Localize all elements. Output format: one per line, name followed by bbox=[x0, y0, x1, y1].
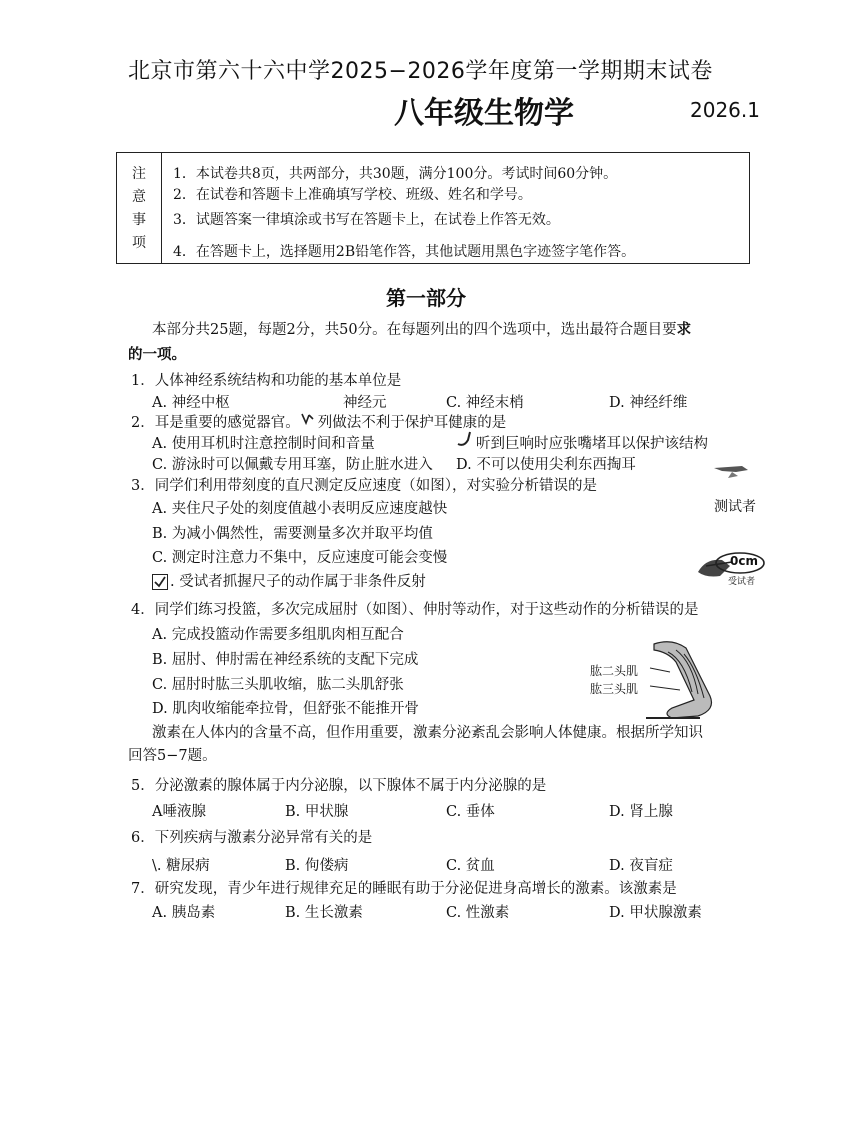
school-title: 北京市第六十六中学2025−2026学年度第一学期期末试卷 bbox=[128, 59, 713, 84]
notice-label-char: 注 bbox=[132, 166, 146, 182]
notice-box bbox=[116, 152, 750, 264]
question-5-stem: 5．分泌激素的腺体属于内分泌腺，以下腺体不属于内分泌腺的是 bbox=[131, 778, 547, 794]
question-2-option-a: A. 使用耳机时注意控制时间和音量 bbox=[152, 436, 375, 452]
question-2-option-d: D. 不可以使用尖利东西掏耳 bbox=[456, 457, 636, 473]
figure-label-biceps: 肱二头肌 bbox=[590, 664, 639, 678]
question-6-option-a: \. 糖尿病 bbox=[152, 858, 210, 874]
figure-label-triceps: 肱三头肌 bbox=[590, 682, 639, 696]
question-6-option-b: B. 佝偻病 bbox=[285, 858, 349, 874]
checked-box-icon bbox=[152, 574, 168, 590]
question-3-option-d bbox=[152, 570, 426, 591]
notice-item: 2．在试卷和答题卡上准确填写学校、班级、姓名和学号。 bbox=[173, 187, 532, 203]
question-1-option-c: C. 神经末梢 bbox=[446, 395, 524, 411]
question-6-stem: 6．下列疾病与激素分泌异常有关的是 bbox=[131, 830, 373, 846]
question-5-option-c: C. 垂体 bbox=[446, 804, 495, 820]
hormone-intro-line1: 激素在人体内的含量不高，但作用重要，激素分泌紊乱会影响人体健康。根据所学知识 bbox=[152, 725, 703, 741]
question-5-option-d: D. 肾上腺 bbox=[609, 804, 673, 820]
question-3-option-d-text: . 受试者抓握尺子的动作属于非条件反射 bbox=[170, 574, 426, 590]
question-7-stem: 7．研究发现，青少年进行规律充足的睡眠有助于分泌促进身高增长的激素。该激素是 bbox=[131, 881, 677, 897]
exam-date: 2026.1 bbox=[690, 98, 760, 122]
notice-label-char: 意 bbox=[132, 189, 146, 205]
question-2-stem bbox=[131, 411, 506, 432]
hormone-intro-line2: 回答5−7题。 bbox=[128, 748, 217, 764]
notice-item: 3．试题答案一律填涂或书写在答题卡上，在试卷上作答无效。 bbox=[173, 212, 560, 228]
notice-item: 4．在答题卡上，选择题用2B铅笔作答，其他试题用黑色字迹签字笔作答。 bbox=[173, 244, 636, 260]
part-intro-bold: 求 bbox=[676, 321, 692, 338]
checkmark-icon bbox=[456, 430, 474, 452]
arm-muscle-figure bbox=[576, 638, 736, 720]
part-intro-line2: 的一项。 bbox=[128, 346, 186, 363]
question-5-option-b: B. 甲状腺 bbox=[285, 804, 349, 820]
notice-label bbox=[117, 153, 162, 263]
question-1-option-b: 神经元 bbox=[343, 395, 387, 411]
pen-mark-icon bbox=[300, 411, 318, 431]
question-4-option-b: B. 屈肘、伸肘需在神经系统的支配下完成 bbox=[152, 652, 419, 668]
part-title: 第一部分 bbox=[386, 286, 466, 310]
part-intro-text: 本部分共25题，每题2分，共50分。在每题列出的四个选项中，选出最符合题目要 bbox=[152, 322, 677, 338]
question-7-option-c: C. 性激素 bbox=[446, 905, 510, 921]
question-1-option-a: A. 神经中枢 bbox=[152, 395, 230, 411]
question-2-stem-post: 列做法不利于保护耳健康的是 bbox=[317, 415, 507, 431]
question-1-option-d: D. 神经纤维 bbox=[609, 395, 688, 411]
question-7-option-d: D. 甲状腺激素 bbox=[609, 905, 702, 921]
figure-label-zero-cm: 0cm bbox=[730, 554, 758, 568]
subject-title: 八年级生物学 bbox=[394, 96, 574, 131]
question-2-option-c: C. 游泳时可以佩戴专用耳塞，防止脏水进入 bbox=[152, 457, 433, 473]
part-intro bbox=[152, 318, 691, 339]
figure-label-tester: 测试者 bbox=[714, 499, 756, 515]
question-3-option-b: B. 为减小偶然性，需要测量多次并取平均值 bbox=[152, 526, 433, 542]
notice-item: 1．本试卷共8页，共两部分，共30题，满分100分。考试时间60分钟。 bbox=[173, 166, 618, 182]
reaction-test-figure bbox=[692, 462, 772, 592]
notice-label-char: 事 bbox=[132, 212, 146, 228]
question-3-option-a: A. 夹住尺子处的刻度值越小表明反应速度越快 bbox=[152, 501, 448, 517]
question-7-option-a: A. 胰岛素 bbox=[152, 905, 216, 921]
question-2-option-b: 听到巨响时应张嘴堵耳以保护该结构 bbox=[476, 436, 708, 452]
question-1-stem: 1．人体神经系统结构和功能的基本单位是 bbox=[131, 373, 402, 389]
figure-label-subject: 受试者 bbox=[728, 577, 756, 587]
question-7-option-b: B. 生长激素 bbox=[285, 905, 363, 921]
question-3-option-c: C. 测定时注意力不集中，反应速度可能会变慢 bbox=[152, 550, 448, 566]
question-6-option-d: D. 夜盲症 bbox=[609, 858, 673, 874]
question-6-option-c: C. 贫血 bbox=[446, 858, 495, 874]
notice-label-char: 项 bbox=[132, 235, 146, 251]
question-4-stem: 4．同学们练习投篮，多次完成屈肘（如图）、伸肘等动作，对于这些动作的分析错误的是 bbox=[131, 602, 699, 618]
question-4-option-a: A. 完成投篮动作需要多组肌肉相互配合 bbox=[152, 627, 404, 643]
question-2-stem-pre: 2．耳是重要的感觉器官。 bbox=[131, 415, 300, 431]
question-5-option-a: A唾液腺 bbox=[152, 804, 206, 820]
question-3-stem: 3．同学们利用带刻度的直尺测定反应速度（如图），对实验分析错误的是 bbox=[131, 478, 597, 494]
question-4-option-d: D. 肌肉收缩能牵拉骨，但舒张不能推开骨 bbox=[152, 701, 419, 717]
question-4-option-c: C. 屈肘时肱三头肌收缩，肱二头肌舒张 bbox=[152, 677, 404, 693]
